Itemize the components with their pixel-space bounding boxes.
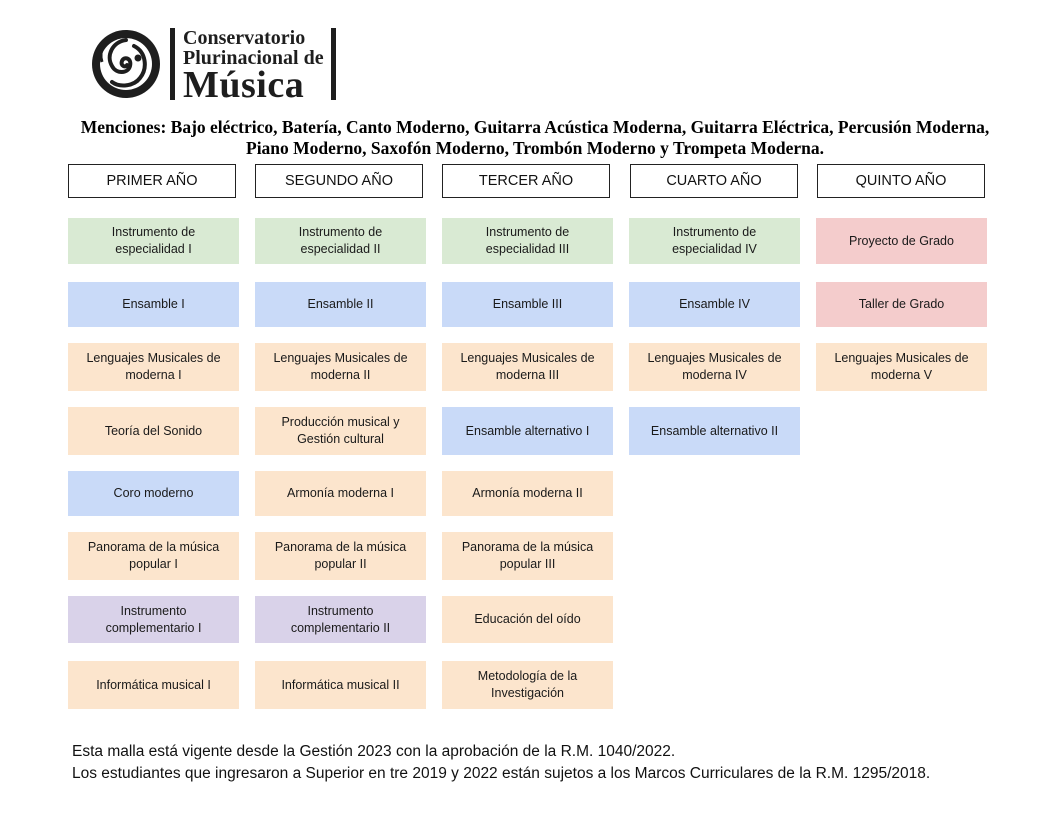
year-header: PRIMER AÑO xyxy=(68,164,236,198)
year-header: QUINTO AÑO xyxy=(817,164,985,198)
footer-line-1: Esta malla está vigente desde la Gestión 2023 con la aprobación de la R.M. 1040/2022. xyxy=(72,743,676,760)
subject-cell: Producción musical y Gestión cultural xyxy=(255,407,426,455)
subject-cell: Instrumento complementario II xyxy=(255,596,426,643)
subject-cell: Armonía moderna I xyxy=(255,471,426,516)
subject-cell: Ensamble II xyxy=(255,282,426,327)
subject-cell: Lenguajes Musicales de moderna III xyxy=(442,343,613,391)
subject-cell: Educación del oído xyxy=(442,596,613,643)
menciones-text: Menciones: Bajo eléctrico, Batería, Canto Moderno, Guitarra Acústica Moderna, Guitarra Eléctrica, Percusión Moderna, Piano Moderno, Saxofón Moderno, Trombón Moderno y Trompeta Moderna. xyxy=(80,117,990,158)
year-header: SEGUNDO AÑO xyxy=(255,164,423,198)
subject-cell: Lenguajes Musicales de moderna II xyxy=(255,343,426,391)
subject-cell: Lenguajes Musicales de moderna I xyxy=(68,343,239,391)
subject-cell: Teoría del Sonido xyxy=(68,407,239,455)
subject-cell: Coro moderno xyxy=(68,471,239,516)
subject-cell: Panorama de la música popular II xyxy=(255,532,426,580)
logo-text-line3: Música xyxy=(183,64,305,106)
conservatory-emblem-icon xyxy=(90,28,162,100)
subject-cell: Metodología de la Investigación xyxy=(442,661,613,709)
subject-cell: Instrumento de especialidad IV xyxy=(629,218,800,264)
subject-cell: Instrumento complementario I xyxy=(68,596,239,643)
subject-cell: Lenguajes Musicales de moderna IV xyxy=(629,343,800,391)
year-header: TERCER AÑO xyxy=(442,164,610,198)
subject-cell: Proyecto de Grado xyxy=(816,218,987,264)
institution-logo xyxy=(90,26,340,104)
subject-cell: Lenguajes Musicales de moderna V xyxy=(816,343,987,391)
subject-cell: Ensamble alternativo I xyxy=(442,407,613,455)
subject-cell: Informática musical II xyxy=(255,661,426,709)
logo-text-line1: Conservatorio xyxy=(183,27,306,49)
year-header: CUARTO AÑO xyxy=(630,164,798,198)
subject-cell: Ensamble alternativo II xyxy=(629,407,800,455)
subject-cell: Ensamble III xyxy=(442,282,613,327)
logo-bar-left xyxy=(170,28,175,100)
subject-cell: Panorama de la música popular III xyxy=(442,532,613,580)
subject-cell: Panorama de la música popular I xyxy=(68,532,239,580)
logo-text-line2: Plurinacional de xyxy=(183,47,324,69)
subject-cell: Instrumento de especialidad I xyxy=(68,218,239,264)
subject-cell: Informática musical I xyxy=(68,661,239,709)
subject-cell: Instrumento de especialidad III xyxy=(442,218,613,264)
subject-cell: Ensamble IV xyxy=(629,282,800,327)
logo-bar-right xyxy=(331,28,336,100)
subject-cell: Armonía moderna II xyxy=(442,471,613,516)
subject-cell: Taller de Grado xyxy=(816,282,987,327)
subject-cell: Ensamble I xyxy=(68,282,239,327)
subject-cell: Instrumento de especialidad II xyxy=(255,218,426,264)
footer-line-2: Los estudiantes que ingresaron a Superior en tre 2019 y 2022 están sujetos a los Marcos Curriculares de la R.M. 1295/2018. xyxy=(72,765,931,782)
footer-note xyxy=(72,741,930,785)
